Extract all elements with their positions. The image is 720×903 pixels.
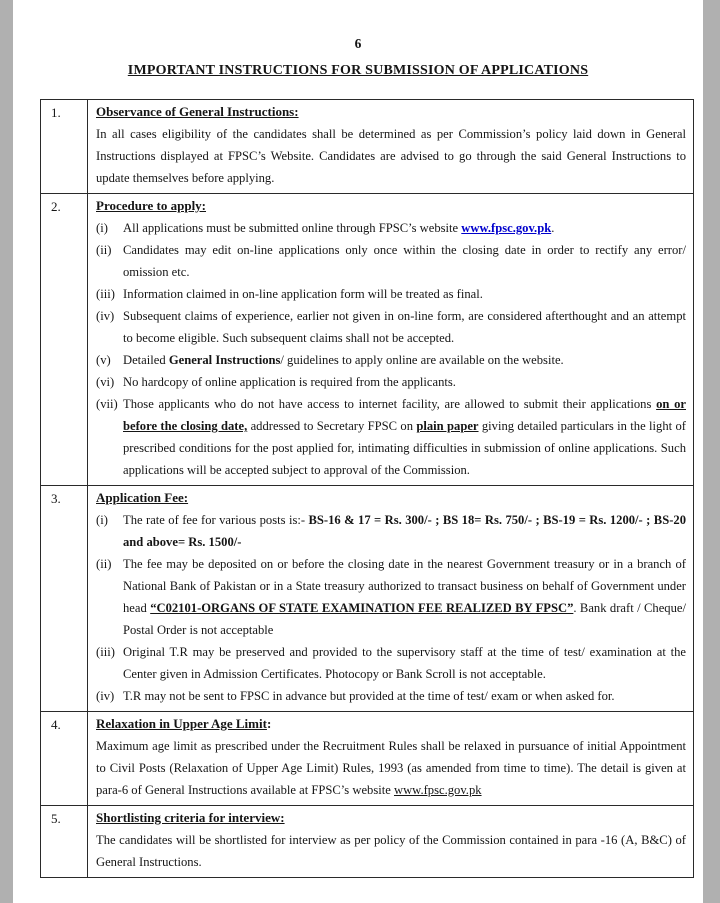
table-row: [41, 806, 694, 878]
row-number: 2.: [41, 194, 88, 486]
item-marker: (iv): [96, 689, 115, 703]
text-run: Those applicants who do not have access to internet facility, are allowed to submit their applications: [123, 397, 657, 411]
instruction-item: [96, 239, 686, 283]
instruction-item: [96, 553, 686, 641]
instruction-item: [96, 217, 686, 239]
table-row: [41, 486, 694, 712]
text-run: Application Fee:: [96, 490, 189, 505]
section-heading: [96, 713, 686, 735]
text-run: . Bank draft / Cheque/ Postal Order is not acceptable: [123, 601, 686, 637]
instruction-item: [96, 371, 686, 393]
text-run: Observance of General Instructions:: [96, 104, 299, 119]
instruction-item: [96, 509, 686, 553]
text-run: The candidates will be shortlisted for interview as per policy of the Commission contained in para -16 (A, B&C) of General Instructions.: [96, 833, 686, 869]
row-number: 4.: [41, 712, 88, 806]
row-content: [88, 194, 694, 486]
item-marker: (ii): [96, 557, 112, 571]
section-heading: [96, 101, 686, 123]
text-run: Shortlisting criteria for interview:: [96, 810, 285, 825]
text-run: addressed to Secretary FPSC on: [247, 419, 417, 433]
row-number: 1.: [41, 100, 88, 194]
item-marker: (ii): [96, 243, 112, 257]
item-marker: (i): [96, 221, 108, 235]
item-marker: (i): [96, 513, 108, 527]
instruction-item: [96, 349, 686, 371]
text-run: In all cases eligibility of the candidates shall be determined as per Commission’s policy laid down in General Instructions displayed at FPSC’s Website. Candidates are advised to go through the said General Instructions to update themselves before applying.: [96, 127, 686, 185]
item-marker: (iv): [96, 309, 115, 323]
text-run: on or before the closing date,: [123, 397, 686, 433]
text-run: “C02101-ORGANS OF STATE EXAMINATION FEE REALIZED BY FPSC”: [150, 601, 574, 615]
table-row: [41, 100, 694, 194]
text-run: giving detailed particulars in the light of prescribed conditions for the post applied for, intimating difficulties in submission of online applications. Such applications will be accepted subject to approval of the Commission.: [123, 419, 686, 477]
text-run: No hardcopy of online application is required from the applicants.: [123, 375, 456, 389]
text-run: Detailed: [123, 353, 169, 367]
text-run: Relaxation in Upper Age Limit: [96, 716, 267, 731]
text-run: Information claimed in on-line application form will be treated as final.: [123, 287, 483, 301]
text-run: Subsequent claims of experience, earlier not given in on-line form, are considered afterthought and an attempt to become eligible. Such subsequent claims shall not be accepted.: [123, 309, 686, 345]
text-run: BS-16 & 17 = Rs. 300/- ; BS 18= Rs. 750/- ; BS-19 = Rs. 1200/- ; BS-20 and above= Rs. 1500/-: [123, 513, 686, 549]
page-number: 6: [354, 36, 362, 51]
row-content: [88, 100, 694, 194]
text-run: General Instructions: [168, 353, 281, 367]
instruction-paragraph: [96, 735, 686, 801]
instruction-item: [96, 685, 686, 707]
instruction-paragraph: [96, 829, 686, 873]
text-run: plain paper: [416, 419, 479, 433]
table-body: [41, 100, 694, 878]
table-row: [41, 194, 694, 486]
table-row: [41, 712, 694, 806]
text-run: Maximum age limit as prescribed under the Recruitment Rules shall be relaxed in pursuance of initial Appointment to Civil Posts (Relaxation of Upper Age Limit) Rules, 1993 (as amended from time to time). The detail is given at para-6 of General Instructions available at FPSC’s website: [96, 739, 686, 797]
instructions-table: [40, 99, 694, 878]
item-marker: (iii): [96, 287, 115, 301]
instruction-item: [96, 393, 686, 481]
row-content: [88, 486, 694, 712]
item-marker: (vii): [96, 397, 118, 411]
section-heading: [96, 807, 686, 829]
website-link[interactable]: www.fpsc.gov.pk: [393, 783, 482, 797]
section-heading: [96, 195, 686, 217]
text-run: / guidelines to apply online are available on the website.: [280, 353, 564, 367]
text-run: Candidates may edit on-line applications only once within the closing date in order to rectify any error/ omission etc.: [123, 243, 686, 279]
row-content: [88, 806, 694, 878]
instruction-item: [96, 305, 686, 349]
text-run: T.R may not be sent to FPSC in advance but provided at the time of test/ exam or when asked for.: [123, 689, 615, 703]
text-run: :: [266, 716, 272, 731]
text-run: The fee may be deposited on or before the closing date in the nearest Government treasury or in a branch of National Bank of Pakistan or in a State treasury authorized to transact business on behalf of Government under head: [123, 557, 686, 615]
website-link[interactable]: www.fpsc.gov.pk: [461, 221, 552, 235]
document-page: [13, 0, 703, 903]
item-marker: (v): [96, 353, 111, 367]
item-marker: (vi): [96, 375, 115, 389]
section-heading: [96, 487, 686, 509]
instruction-paragraph: [96, 123, 686, 189]
text-run: Original T.R may be preserved and provided to the supervisory staff at the time of test/ examination at the Center given in Admission Certificates. Photocopy or Bank Scroll is not acceptable.: [123, 645, 686, 681]
text-run: The rate of fee for various posts is:-: [123, 513, 309, 527]
text-run: .: [551, 221, 555, 235]
text-run: All applications must be submitted online through FPSC’s website: [123, 221, 462, 235]
text-run: Procedure to apply:: [96, 198, 207, 213]
instruction-item: [96, 283, 686, 305]
instruction-item: [96, 641, 686, 685]
row-content: [88, 712, 694, 806]
row-number: 3.: [41, 486, 88, 712]
item-marker: (iii): [96, 645, 115, 659]
document-title: IMPORTANT INSTRUCTIONS FOR SUBMISSION OF APPLICATIONS: [127, 63, 589, 78]
row-number: 5.: [41, 806, 88, 878]
